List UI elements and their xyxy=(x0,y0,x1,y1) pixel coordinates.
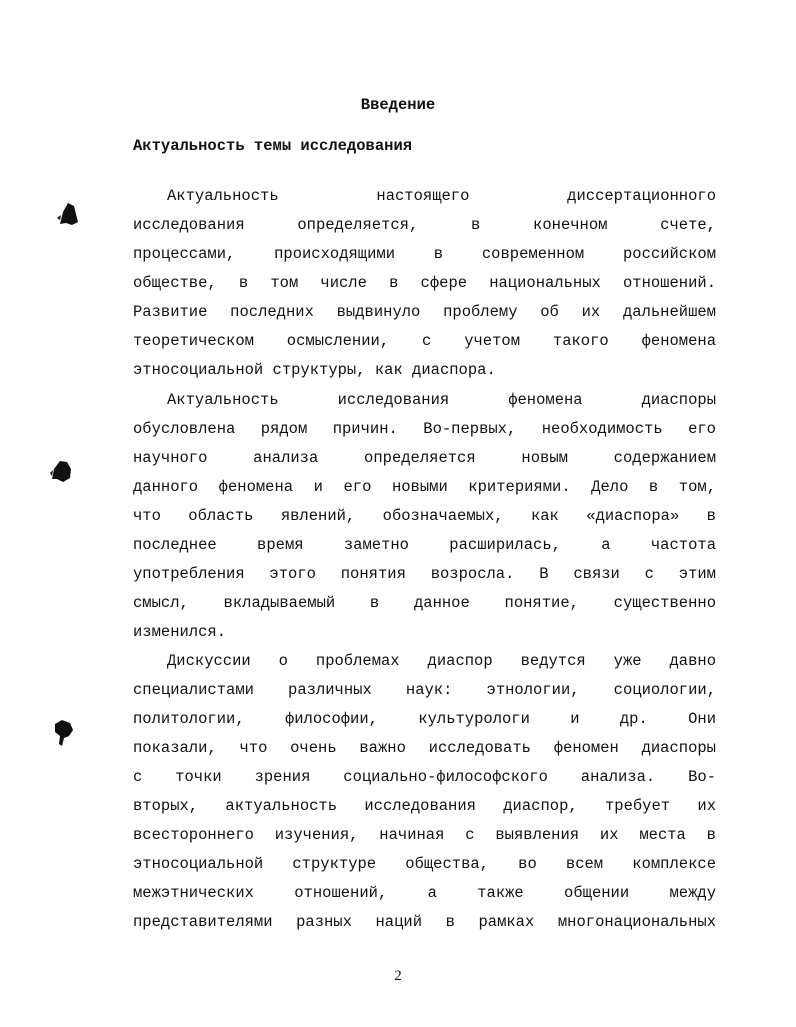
text-line: межэтнических отношений, а также общении между xyxy=(133,884,716,902)
text-line: данного феномена и его новыми критериями. Дело в том, xyxy=(133,478,716,496)
text-line: теоретическом осмыслении, с учетом такого феномена xyxy=(133,332,716,350)
ink-blot-icon xyxy=(50,716,78,750)
text-line: смысл, вкладываемый в данное понятие, существенно xyxy=(133,594,716,612)
text-line: политологии, философии, культурологи и др. Они xyxy=(133,710,716,728)
text-line: Дискуссии о проблемах диаспор ведутся уже давно xyxy=(167,652,716,670)
text-line: изменился. xyxy=(133,623,227,641)
text-line: употребления этого понятия возросла. В связи с этим xyxy=(133,565,716,583)
text-line: всестороннего изучения, начиная с выявления их места в xyxy=(133,826,716,844)
text-line: специалистами различных наук: этнологии, социологии, xyxy=(133,681,716,699)
section-heading: Актуальность темы исследования xyxy=(133,137,413,155)
text-line: вторых, актуальность исследования диаспор, требует их xyxy=(133,797,716,815)
text-line: Развитие последних выдвинуло проблему об их дальнейшем xyxy=(133,303,716,321)
text-line: этносоциальной структуре общества, во всем комплексе xyxy=(133,855,716,873)
page-number: 2 xyxy=(394,968,402,984)
ink-blot-icon xyxy=(54,198,82,228)
ink-blot-icon xyxy=(48,455,76,485)
text-line: что область явлений, обозначаемых, как «диаспора» в xyxy=(133,507,716,525)
text-line: последнее время заметно расширилась, а частота xyxy=(133,536,716,554)
text-line: научного анализа определяется новым содержанием xyxy=(133,449,716,467)
page-title: Введение xyxy=(360,96,436,114)
text-line: обусловлена рядом причин. Во-первых, необходимость его xyxy=(133,420,716,438)
text-line: обществе, в том числе в сфере национальных отношений. xyxy=(133,274,716,292)
text-line: показали, что очень важно исследовать феномен диаспоры xyxy=(133,739,716,757)
text-line: представителями разных наций в рамках многонациональных xyxy=(133,913,716,931)
text-line: с точки зрения социально-философского анализа. Во- xyxy=(133,768,716,786)
text-line: процессами, происходящими в современном российском xyxy=(133,245,716,263)
text-line: исследования определяется, в конечном счете, xyxy=(133,216,716,234)
text-line: Актуальность настоящего диссертационного xyxy=(167,187,716,205)
text-line: этносоциальной структуры, как диаспора. xyxy=(133,361,496,379)
text-line: Актуальность исследования феномена диаспоры xyxy=(167,391,716,409)
